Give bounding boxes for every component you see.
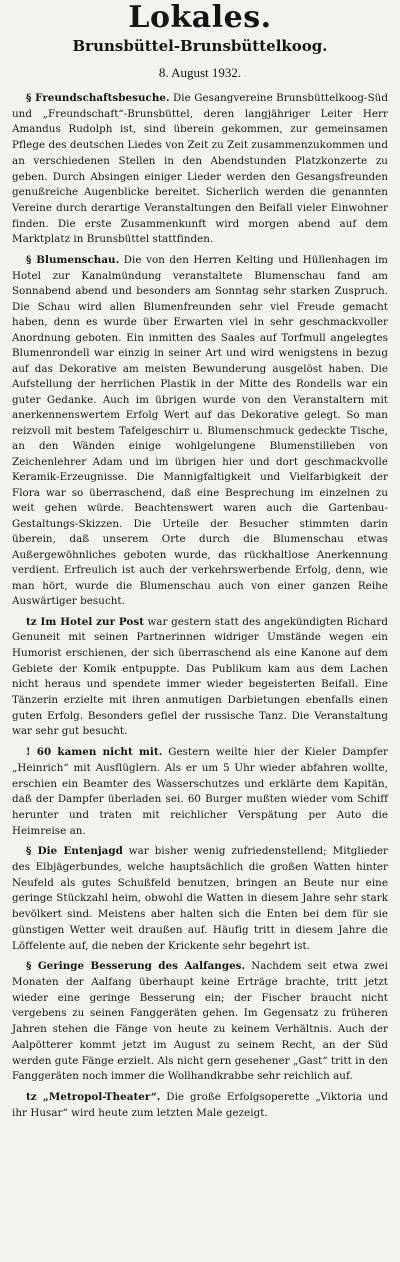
article-freundschaftsbesuche	[12, 91, 388, 248]
article-metropol-theater	[12, 1090, 388, 1121]
article-text: Die von den Herren Kelting und Hüllenhagen im Hotel zur Kanalmündung veranstaltete Blumenschau fand am Sonnabend abend und besonders am Sonntag sehr starken Zuspruch. Die Schau wird allen Blumenfreunden sehr viel Freude gemacht haben, denn es wurde über Erwarten viel in sehr geschmackvoller Anordnung geboten. Ein inmitten des Saales auf Torfmull angelegtes Blumenrondell war einzig in seiner Art und wird wenigstens in bezug auf das Dekorative am meisten Bewunderung ausgelöst haben. Die Aufstellung der herrlichen Plastik in der Mitte des Rondells war ein guter Gedanke. Auch im übrigen wurde von den Veranstaltern mit anerkennenswertem Erfolg Wert auf das Dekorative gelegt. So man reizvoll mit bestem Tafelgeschirr u. Blumenschmuck gedeckte Tische, an den Wänden einige wohlgelungene Blumenstilleben von Zeichenlehrer Adam und im übrigen hier und dort geschmackvolle Keramik-Erzeugnisse. Die Mannigfaltigkeit und Vielfarbigkeit der Flora war so überraschend, daß eine Besprechung im einzelnen zu weit gehen würde. Beachtenswert waren auch die Gartenbau-Gestaltungs-Skizzen. Die Urteile der Besucher stimmten darin überein, daß unserem Orte durch die Blumenschau etwas Außergewöhnliches geboten wurde, das rückhaltlose Anerkennung verdient. Erfreulich ist auch der verkehrswerbende Erfolg, denn, wie man hört, wurde die Blumenschau auch von einer ganzen Reihe Auswärtiger besucht.	[12, 254, 388, 608]
article-lead: § Blumenschau.	[26, 254, 120, 267]
article-text: Gestern weilte hier der Kieler Dampfer „Heinrich“ mit Ausflüglern. Als er um 5 Uhr wieder abfahren wollte, erschien ein Beamter des Wasserschutzes und erklärte dem Kapitän, daß der Dampfer überladen sei. 60 Burger mußten wieder vom Schiff herunter und traten mit reichlicher Verspätung per Auto die Heimreise an.	[12, 746, 388, 837]
article-lead: tz „Metropol-Theater“.	[26, 1090, 161, 1103]
article-entenjagd	[12, 844, 388, 954]
article-lead: tz Im Hotel zur Post	[26, 615, 144, 628]
location-heading: Brunsbüttel-Brunsbüttelkoog.	[72, 37, 328, 55]
article-text: war bisher wenig zufriedenstellend; Mitglieder des Elbjägerbundes, welche hauptsächlich die großen Watten hinter Neufeld als gutes Schußfeld benutzen, bringen an Beute nur eine geringe Stückzahl heim, obwohl die Watten in diesem Jahre sehr stark bevölkert sind. Meistens aber halten sich die Enten bei dem für sie günstigen Wetter weit draußen auf. Häufig tritt in diesem Jahre die Löffelente auf, die neben der Krickente sehr begehrt ist.	[12, 845, 388, 952]
article-aalfang	[12, 959, 388, 1085]
article-lead: § Geringe Besserung des Aalfanges.	[26, 960, 246, 973]
article-blumenschau	[12, 253, 388, 610]
article-lead: ! 60 kamen nicht mit.	[26, 746, 163, 759]
article-text: Nachdem seit etwa zwei Monaten der Aalfang überhaupt keine Erträge brachte, tritt jetzt wieder eine geringe Besserung ein; der Fischer braucht nicht vergebens zu seinen Fanggeräten gehen. Im Gegensatz zu früheren Jahren stehen die Fänge von heute zu keinem Verhältnis. Auch der Aalpötterer kommt jetzt im August zu seinem Recht, an der Süd werden gute Fänge erzielt. Als nicht gern gesehener „Gast“ tritt in den Fanggeräten noch immer die Wollhandkrabbe sehr reichlich auf.	[12, 960, 389, 1083]
article-hotel-zur-post	[12, 615, 388, 741]
article-text: Die Gesangvereine Brunsbüttelkoog-Süd und „Freundschaft“-Brunsbüttel, deren langjähriger Leiter Herr Amandus Rudolph ist, sind überein gekommen, zur gemeinsamen Pflege des deutschen Liedes von Zeit zu Zeit zusammenzukommen und an verschiedenen Stellen in den Abendstunden Platzkonzerte zu geben. Durch Absingen einiger Lieder werden den Gesangsfreunden genußreiche Augenblicke bereitet. Sicherlich werden die genannten Vereine durch derartige Veranstaltungen den Beifall vieler Einwohner finden. Die erste Zusammenkunft wird morgen abend auf dem Marktplatz in Brunsbüttel stattfinden.	[12, 92, 388, 246]
article-lead: § Die Entenjagd	[26, 845, 123, 858]
article-60-kamen-nicht-mit	[12, 745, 388, 839]
article-text: war gestern statt des angekündigten Richard Genuneit mit seinen Partnerinnen widriger Umstände wegen ein Humorist erschienen, der sich überraschend als eine Kanone auf dem Gebiete der Komik entpuppte. Das Publikum kam aus dem Lachen nicht heraus und spendete immer wieder begeisterten Beifall. Eine Tänzerin erzielte mit ihren anmutigen Darbietungen ebenfalls einen guten Erfolg. Besonders gefiel der russische Tanz. Die Veranstaltung war sehr gut besucht.	[12, 615, 388, 738]
section-masthead: Lokales.	[128, 0, 272, 35]
issue-date: 8. August 1932.	[158, 65, 242, 80]
article-text: Die große Erfolgsoperette „Viktoria und ihr Husar“ wird heute zum letzten Male gezeigt.	[12, 1090, 388, 1119]
article-lead: § Freundschaftsbesuche.	[26, 92, 170, 104]
